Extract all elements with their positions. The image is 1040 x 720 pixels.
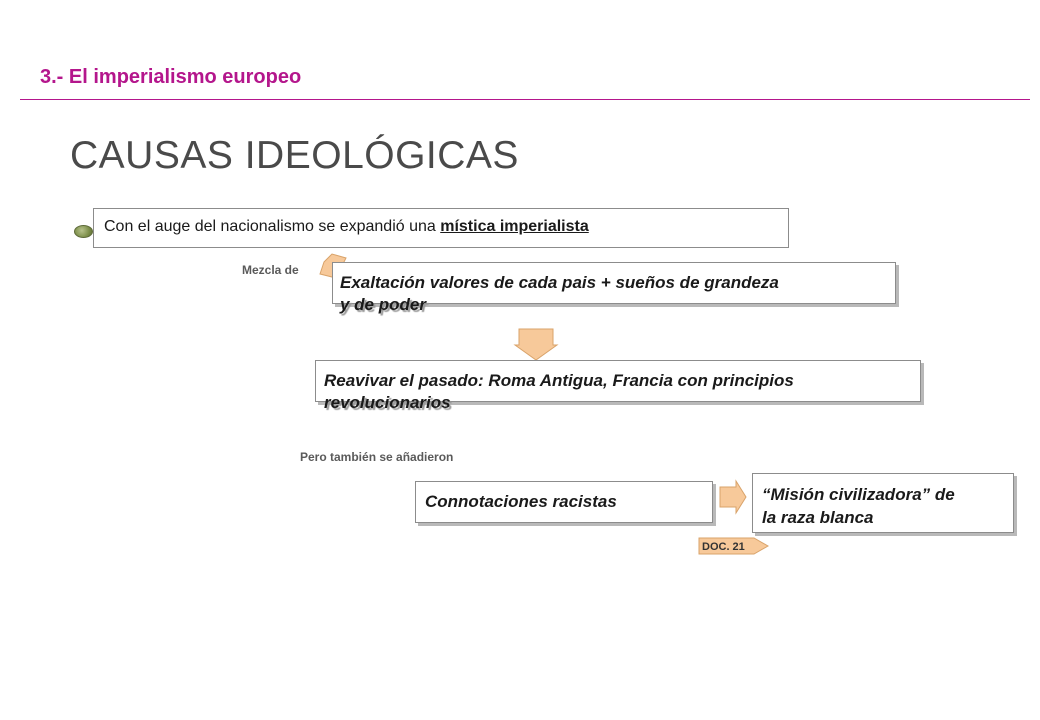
page-title: CAUSAS IDEOLÓGICAS <box>70 134 519 177</box>
intro-text <box>104 218 589 236</box>
revive-line-2: revolucionarios <box>324 393 451 412</box>
exaltation-text <box>340 272 779 316</box>
revive-text <box>324 370 794 414</box>
right-arrow-icon <box>718 479 748 515</box>
intro-text-plain: Con el auge del nacionalismo se expandió una <box>104 218 441 235</box>
mission-line-2: la raza blanca <box>762 508 874 527</box>
doc-tag-label: DOC. 21 <box>702 541 745 553</box>
header-divider <box>20 99 1030 100</box>
mix-label: Mezcla de <box>242 263 299 277</box>
mission-line-1: “Misión civilizadora” de <box>762 485 955 504</box>
exaltation-line-1: Exaltación valores de cada pais + sueños de grandeza <box>340 273 779 292</box>
also-label: Pero también se añadieron <box>300 450 454 464</box>
racist-text: Connotaciones racistas <box>425 492 617 511</box>
mission-text <box>762 483 955 529</box>
section-title: 3.- El imperialismo europeo <box>40 66 302 88</box>
doc-tag-icon[interactable] <box>698 536 770 556</box>
exaltation-line-2: y de poder <box>340 295 426 314</box>
revive-line-1: Reavivar el pasado: Roma Antigua, Francia con principios <box>324 371 794 390</box>
down-arrow-icon <box>513 327 559 361</box>
intro-text-emphasis: mística imperialista <box>440 218 589 235</box>
bullet-icon <box>74 225 93 238</box>
